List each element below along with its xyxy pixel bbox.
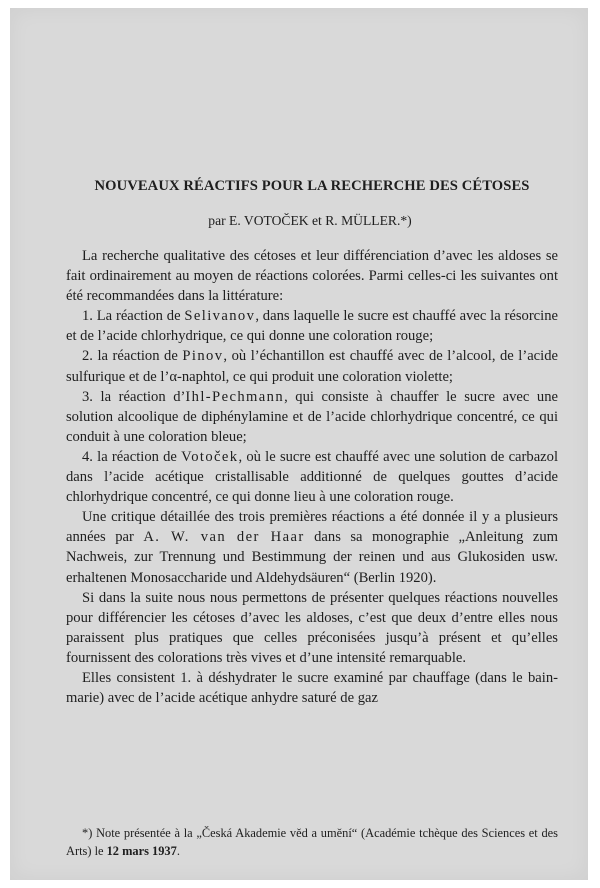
text-segment: 3. la réaction d’ (82, 388, 186, 405)
article-body (66, 246, 558, 708)
name-votocek: Votoček (181, 448, 239, 465)
paragraph-intro: La recherche qualitative des cétoses et leur différenciation d’avec les aldoses se fait ordinairement au moyen de réactions colorées. Parmi celles-ci les suivantes ont été recommandées dans la littérature: (66, 248, 558, 305)
text-segment: , qui consiste à chauffer le sucre avec une solution alcoolique de diphénylamine et de l’acide chlorhydrique concentré, ce qui conduit à une coloration bleue; (66, 388, 558, 445)
paragraph-critique (66, 507, 558, 587)
text-segment: , dans laquelle le sucre est chauffé avec la résorcine et de l’acide chlorhydrique, ce qui donne une coloration rouge; (66, 308, 558, 345)
text-segment: , où le sucre est chauffé avec une solution de carbazol dans l’acide acétique cristallisable additionné de quelques gouttes d’acide chlorhydrique concentré, ce qui donne lieu à une coloration rouge. (66, 448, 559, 506)
text-segment: dans sa monographie „Anleitung zum Nachweis, zur Trennung und Bestimmung der reinen und aus Glukosiden usw. erhaltenen Monosaccharide und Aldehydsäuren“ (Berlin 1920). (66, 529, 559, 586)
paragraph-pinov (66, 346, 558, 386)
paragraph-selivanov (66, 306, 558, 346)
article-title: NOUVEAUX RÉACTIFS POUR LA RECHERCHE DES CÉTOSES (94, 178, 530, 194)
text-segment: 2. la réaction de (82, 348, 183, 365)
name-selivanov: Selivanov (184, 308, 256, 325)
name-pinov: Pinov (182, 348, 224, 365)
name-ihl-pechmann: Ihl-Pechmann (185, 388, 285, 405)
text-segment: . (176, 844, 180, 858)
paragraph-ihl-pechmann (66, 387, 558, 447)
text-segment: Une critique détaillée des trois premières réactions a été donnée il y a plusieurs années par (66, 509, 558, 546)
authors-line: par E. VOTOČEK et R. MÜLLER.*) (208, 213, 412, 228)
text-segment: , où l’échantillon est chauffé avec de l’alcool, de l’acide sulfurique et de l’α-naphtol, ce qui produit une coloration violette; (66, 348, 558, 385)
name-van-der-haar: A. W. van der Haar (143, 529, 305, 546)
paragraph-votocek (66, 447, 558, 507)
footnote (66, 824, 558, 860)
paragraph-new-reactions: Si dans la suite nous nous permettons de présenter quelques réactions nouvelles pour différencier les cétoses d’avec les aldoses, c’est que deux d’entre elles nous paraissent plus pratiques que celles préconisées jusqu’à présent et qu’elles fournissent des colorations très vives et d’une intensité remarquable. (66, 589, 558, 666)
text-segment: *) Note présentée à la „Česká Akademie věd a umění“ (Académie tchèque des Sciences et des Arts) le (66, 826, 558, 858)
page-sheet (10, 8, 588, 880)
paragraph-method: Elles consistent 1. à déshydrater le sucre examiné par chauffage (dans le bain-marie) avec de l’acide acétique anhydre saturé de gaz (66, 669, 558, 707)
text-segment: 4. la réaction de (82, 448, 182, 465)
footnote-date: 12 mars 1937 (106, 844, 177, 858)
text-segment: 1. La réaction de (82, 308, 185, 325)
footnote-text (66, 824, 558, 860)
